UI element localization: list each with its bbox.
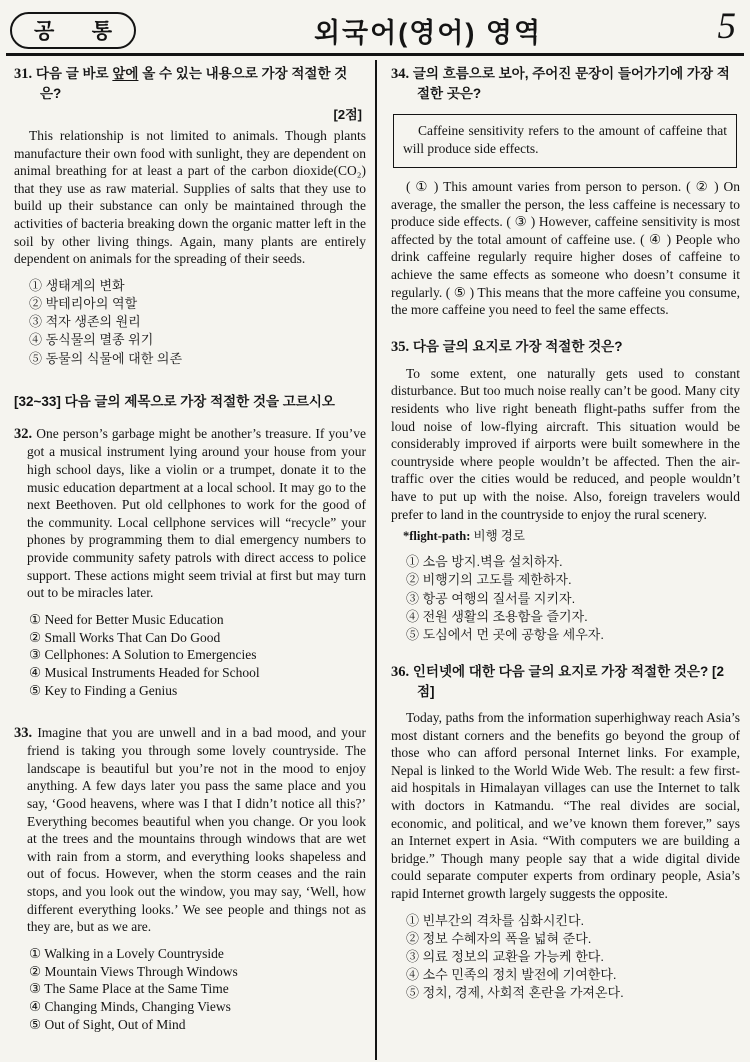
question-34-prompt: 글의 흐름으로 보아, 주어진 문장이 들어가기에 가장 적절한 곳은?: [412, 66, 730, 101]
question-31-prompt-tail: 올 수 있는 내용으로 가장 적절한 것은?: [40, 66, 348, 101]
question-32-number: 32.: [14, 425, 33, 442]
option-item: ① 생태계의 변화: [29, 277, 125, 293]
question-31-options: [14, 277, 366, 368]
question-32: [14, 425, 366, 700]
question-31-points: [2점]: [333, 107, 362, 122]
question-33-passage: [14, 724, 366, 936]
question-35-footnote: [391, 526, 740, 544]
option-item: ⑤ 동물의 식물에 대한 의존: [29, 350, 183, 366]
footnote-term: *flight-path:: [403, 529, 471, 544]
option-item: ⑤ 정치, 경제, 사회적 혼란을 가져온다.: [406, 985, 624, 1001]
question-36-points: [2점]: [417, 664, 724, 700]
question-36-options: [391, 912, 740, 1003]
badge-char-right: 통: [91, 20, 112, 43]
option-item: ③ 항공 여행의 질서를 지키자.: [406, 590, 576, 606]
option-item: ③ Cellphones: A Solution to Emergencies: [29, 647, 257, 663]
option-item: ③ 적자 생존의 원리: [29, 314, 141, 330]
option-item: ② 비행기의 고도를 제한하자.: [406, 572, 572, 588]
question-36: [391, 662, 740, 1003]
option-item: ⑤ Out of Sight, Out of Mind: [29, 1017, 186, 1032]
option-item: ④ 전원 생활의 조용함을 즐기자.: [406, 608, 588, 624]
option-item: ② 박테리아의 역할: [29, 295, 138, 311]
two-column-body: [0, 56, 750, 1060]
footnote-definition: 비행 경로: [470, 529, 525, 544]
question-36-number: 36.: [391, 664, 410, 681]
question-35-number: 35.: [391, 338, 410, 355]
option-item: ② 정보 수혜자의 폭을 넓혀 준다.: [406, 930, 592, 946]
option-item: ④ 동식물의 멸종 위기: [29, 332, 154, 348]
option-item: ④ 소수 민족의 정치 발전에 기여한다.: [406, 967, 617, 983]
option-item: ① 소음 방지.벽을 설치하자.: [406, 554, 563, 570]
question-36-passage: Today, paths from the information superhighway reach Asia’s most distant corners and the benefits go beyond the group of those who can afford personal Internet links. For example, Nepal is linked to the World Wide Web. The result: a few first-aid hospitals in Himalayan villages can use the Internet to talk with doctors in Katmandu. “The real divides are social, economic, and political, and we’ve known them forever,” says an Internet expert in Asia. “With computers we are building a bridge.” Though many people say that a wide digital divide could separate computer experts from ordinary people, Asia’s rapid Internet growth largely suggests the opposite.: [391, 710, 740, 902]
question-32-options: [14, 611, 366, 700]
question-35-options: [391, 553, 740, 644]
option-item: ④ Changing Minds, Changing Views: [29, 999, 231, 1015]
option-item: ② Mountain Views Through Windows: [29, 963, 238, 979]
question-35-passage: To some extent, one naturally gets used to constant disturbance. But too much noise really can’t be good. Many city residents who live right beneath flight-paths suffer from the loud noise of low-flying aircraft. This situation would be considerably improved if airports were built somewhere in the countryside where people wouldn’t be affected. Then the air-traffic over the cities would be reduced, and people wouldn’t have to put up with the noise. Also, foreign travelers would prefer to land in the countryside to enjoy the rural scenery.: [391, 365, 740, 522]
question-31-number: 31.: [14, 66, 33, 82]
question-34: [391, 64, 740, 319]
question-36-prompt: 인터넷에 대한 다음 글의 요지로 가장 적절한 것은?: [412, 664, 709, 680]
page-title: 외국어(영어) 영역: [313, 17, 543, 48]
question-33-number: 33.: [14, 724, 33, 741]
option-item: ① 빈부간의 격차를 심화시킨다.: [406, 912, 585, 928]
section-32-33-heading: [32~33] 다음 글의 제목으로 가장 적절한 것을 고르시오: [14, 393, 335, 409]
page-number: 5: [717, 5, 736, 47]
question-34-given-sentence-box: Caffeine sensitivity refers to the amount of caffeine that will produce side effects.: [393, 114, 737, 168]
question-34-passage: ( ① ) This amount varies from person to person. ( ② ) On average, the smaller the person, the less caffeine is necessary to produce side effects. ( ③ ) However, caffeine sensitivity is most affected by the total amount of caffeine use. ( ④ ) People who drink caffeine regularly require higher doses of caffeine to achieve the same effects as someone who doesn’t consume it regularly. ( ⑤ ) This means that the more caffeine you consume, the more caffeine you need to feel the same effects.: [391, 179, 740, 318]
option-item: ⑤ Key to Finding a Genius: [29, 682, 178, 698]
question-31-underlined-word: 앞에: [112, 66, 139, 81]
question-34-number: 34.: [391, 66, 410, 82]
question-31-passage: This relationship is not limited to animals. Though plants manufacture their own food with sunlight, they are dependent on animal breathing for at least a part of the carbon dioxide(CO₂) that they use as raw material. Supplies of salts that they use to build up their substance can only be maintained through the activities of bacteria breaking down the organic matter left in the soil by other living things. Again, many plants are entirely dependent on animals for the spreading of their seeds.: [14, 128, 366, 267]
option-item: ③ The Same Place at the Same Time: [29, 981, 229, 997]
question-32-passage-text: One person’s garbage might be another’s treasure. If you’ve got a musical instrument lying around your house from your high school days, like a violin or a trumpet, donate it to the music education department at a local school. It may go to the next Beethoven. Put old cellphones to work for the good of the community. Local cellphone services will “recycle” your phones by programming them to dial emergency numbers to provide community safety patrols with direct access to police support. These actions might seem trivial at first but may turn out to be miracles later.: [27, 425, 367, 601]
option-item: ③ 의료 정보의 교환을 가능케 한다.: [406, 949, 604, 965]
question-34-title: [391, 64, 740, 103]
right-column: [375, 60, 742, 1060]
question-31-prompt: 다음 글 바로: [35, 66, 113, 81]
question-36-title: [391, 662, 740, 701]
question-35-title: [391, 337, 740, 357]
question-32-passage: [14, 425, 366, 602]
badge-char-left: 공: [34, 20, 55, 43]
question-35-prompt: 다음 글의 요지로 가장 적절한 것은?: [412, 338, 623, 354]
question-31: [14, 64, 366, 368]
question-33-passage-text: Imagine that you are unwell and in a bad mood, and your friend is taking you through some lovely countryside. The landscape is beautiful but you’re not in the mood to enjoy anything. A few days later you pass the same place and you say, ‘Good heavens, where was I that I didn’t notice all this?’ Everything becomes beautiful when you change. Or you look at the trees and the mountains through windows that are wet with rain from a storm, and everything looks shapeless and out of focus. However, when the storm ceases and the rain stops, and you look out the window, you may say, ‘Well, how different everything looks.’ We see people and things not as they are, but as we are.: [27, 724, 367, 935]
option-item: ① Walking in a Lovely Countryside: [29, 945, 224, 961]
option-item: ① Need for Better Music Education: [29, 611, 224, 627]
question-33-options: [14, 945, 366, 1034]
option-item: ⑤ 도심에서 먼 곳에 공항을 세우자.: [406, 626, 604, 642]
option-item: ④ Musical Instruments Headed for School: [29, 665, 260, 681]
question-31-title: [14, 64, 366, 103]
page-header: [0, 0, 750, 52]
question-33: [14, 724, 366, 1034]
option-item: ② Small Works That Can Do Good: [29, 629, 221, 645]
question-35: [391, 337, 740, 644]
left-column: [8, 60, 375, 1060]
